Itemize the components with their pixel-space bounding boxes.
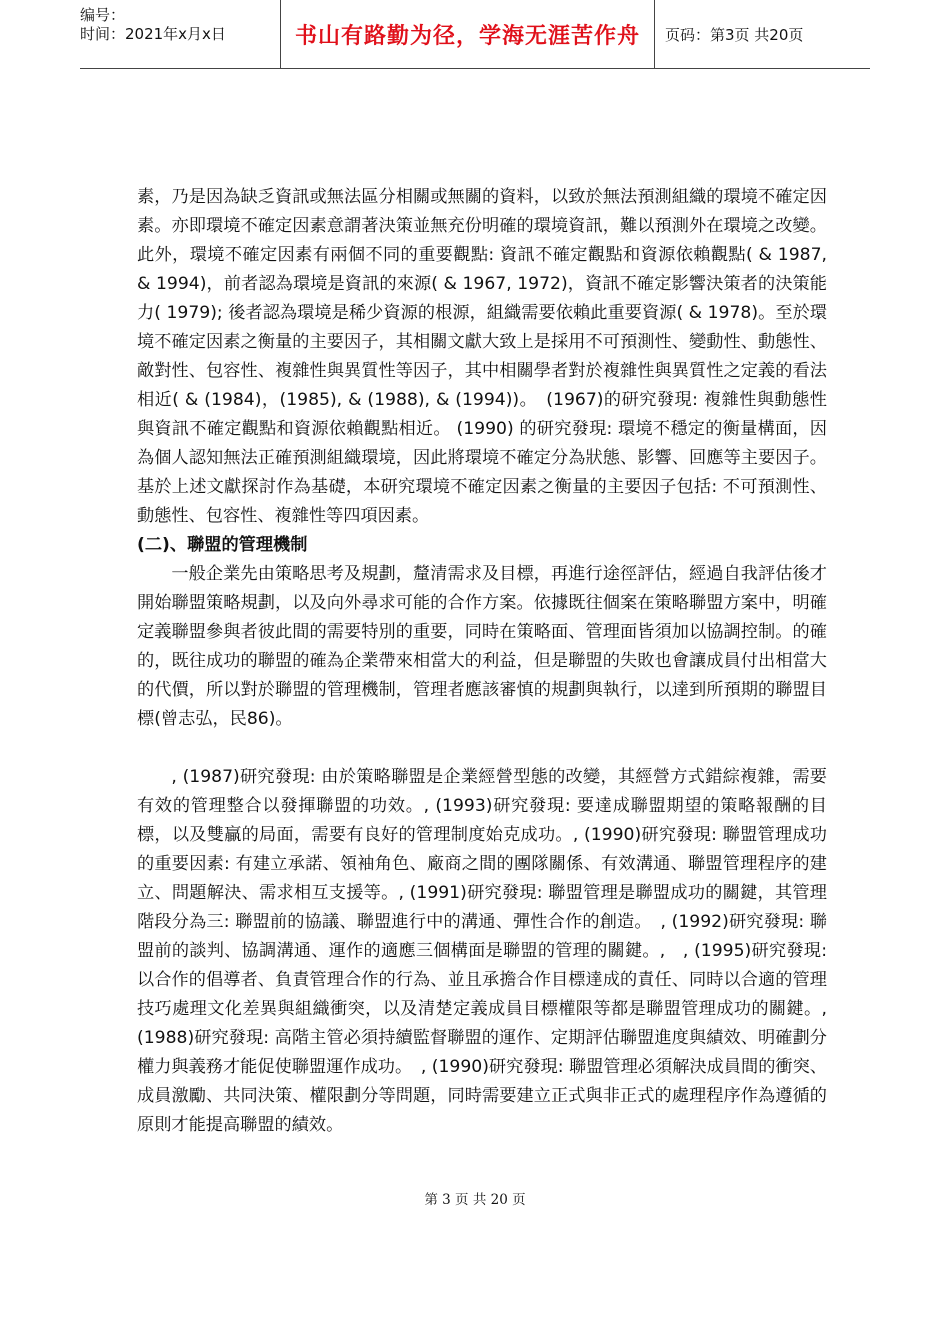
paragraph-spacer [137, 734, 827, 763]
document-body [137, 183, 827, 1140]
header-motto: 书山有路勤为径，学海无涯苦作舟 [280, 0, 655, 68]
header-left [80, 0, 280, 68]
header-page-info: 页码：第3页 共20页 [665, 25, 804, 44]
body-paragraph: 素，乃是因為缺乏資訊或無法區分相關或無關的資料，以致於無法預測組織的環境不確定因素。亦即環境不確定因素意謂著決策並無充份明確的環境資訊，難以預測外在環境之改變。此外，環境不確定因素有兩個不同的重要觀點: 資訊不確定觀點和資源依賴觀點( & 1987, & 1994)，前者認為環境是資訊的來源( & 1967, 1972)，資訊不確定影響決策者的決策能力( 1979); 後者認為環境是稀少資源的根源，組織需要依賴此重要資源( & 1978)。至於環境不確定因素之衡量的主要因子，其相關文獻大致上是採用不可預測性、變動性、動態性、敵對性、包容性、複雜性與異質性等因子，其中相關學者對於複雜性與異質性之定義的看法相近( & (1984)，(1985), & (1988), & (1994))。 (1967)的研究發現: 複雜性與動態性與資訊不確定觀點和資源依賴觀點相近。 (1990) 的研究發現: 環境不穩定的衡量構面，因為個人認知無法正確預測組織環境，因此將環境不確定分為狀態、影響、回應等主要因子。基於上述文獻探討作為基礎，本研究環境不確定因素之衡量的主要因子包括: 不可預測性、動態性、包容性、複雜性等四項因素。 [137, 187, 827, 526]
page-header [80, 0, 870, 69]
page-footer: 第 3 页 共 20 页 [424, 1192, 526, 1208]
body-paragraph: 一般企業先由策略思考及規劃，釐清需求及目標，再進行途徑評估，經過自我評估後才開始聯盟策略規劃，以及向外尋求可能的合作方案。依據既往個案在策略聯盟方案中，明確定義聯盟參與者彼此間的需要特別的重要，同時在策略面、管理面皆須加以協調控制。的確的，既往成功的聯盟的確為企業帶來相當大的利益，但是聯盟的失敗也會讓成員付出相當大的代價，所以對於聯盟的管理機制，管理者應該審慎的規劃與執行，以達到所預期的聯盟目標(曾志弘，民86)。 [137, 564, 827, 729]
body-paragraph: , (1987)研究發現: 由於策略聯盟是企業經營型態的改變，其經營方式錯綜複雜，需要有效的管理整合以發揮聯盟的功效。, (1993)研究發現: 要達成聯盟期望的策略報酬的目標，以及雙贏的局面，需要有良好的管理制度始克成功。, (1990)研究發現: 聯盟管理成功的重要因素: 有建立承諾、領袖角色、廠商之間的團隊關係、有效溝通、聯盟管理程序的建立、問題解決、需求相互支援等。, (1991)研究發現: 聯盟管理是聯盟成功的關鍵，其管理階段分為三: 聯盟前的協議、聯盟進行中的溝通、彈性合作的創造。 , (1992)研究發現: 聯盟前的談判、協調溝通、運作的適應三個構面是聯盟的管理的關鍵。, , (1995)研究發現: 以合作的倡導者、負責管理合作的行為、並且承擔合作目標達成的責任、同時以合適的管理技巧處理文化差異與組織衝突，以及清楚定義成員目標權限等都是聯盟管理成功的關鍵。, (1988)研究發現: 高階主管必須持續監督聯盟的運作、定期評估聯盟進度與績效、明確劃分權力與義務才能促使聯盟運作成功。 , (1990)研究發現: 聯盟管理必須解決成員間的衝突、成員激勵、共同決策、權限劃分等問題，同時需要建立正式與非正式的處理程序作為遵循的原則才能提高聯盟的績效。 [137, 767, 827, 1135]
document-time-label: 时间：2021年x月x日 [80, 25, 226, 43]
section-heading: (二)、聯盟的管理機制 [137, 535, 308, 555]
document-number-label: 编号： [80, 6, 126, 24]
